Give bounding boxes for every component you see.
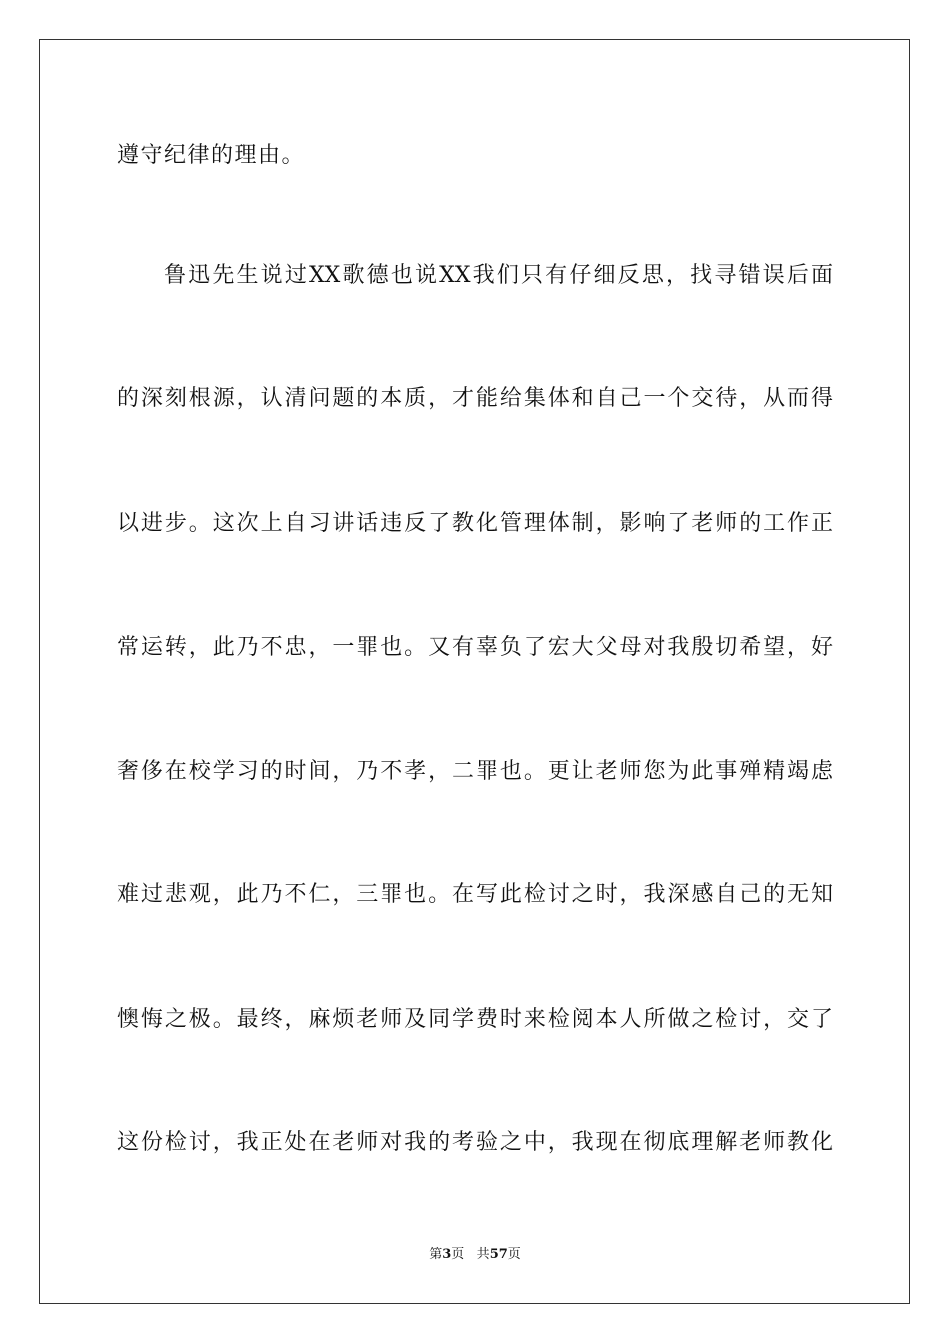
page-footer — [0, 1246, 950, 1264]
text-line-3: 的深刻根源，认清问题的本质，才能给集体和自己一个交待，从而得 — [117, 386, 833, 411]
text-line-4: 以进步。这次上自习讲话违反了教化管理体制，影响了老师的工作正 — [117, 511, 833, 536]
total-pages: 57 — [489, 1247, 508, 1262]
page-prefix: 第 — [429, 1247, 443, 1262]
page-suffix: 页 — [451, 1247, 465, 1262]
text-line-2: 鲁迅先生说过XX歌德也说XX我们只有仔细反思，找寻错误后面 — [164, 263, 833, 288]
text-line-5: 常运转，此乃不忠，一罪也。又有辜负了宏大父母对我殷切希望，好 — [117, 635, 833, 660]
page-number: 3 — [442, 1247, 452, 1262]
text-line-1: 遵守纪律的理由。 — [117, 143, 306, 168]
text-line-7: 难过悲观，此乃不仁，三罪也。在写此检讨之时，我深感自己的无知 — [117, 882, 833, 907]
page-border — [39, 39, 910, 1304]
text-line-8: 懊悔之极。最终，麻烦老师及同学费时来检阅本人所做之检讨，交了 — [117, 1007, 833, 1032]
text-line-9: 这份检讨，我正处在老师对我的考验之中，我现在彻底理解老师教化 — [117, 1130, 833, 1155]
total-prefix: 共 — [476, 1247, 490, 1262]
total-suffix: 页 — [507, 1247, 521, 1262]
text-line-6: 奢侈在校学习的时间，乃不孝，二罪也。更让老师您为此事殚精竭虑 — [117, 759, 833, 784]
